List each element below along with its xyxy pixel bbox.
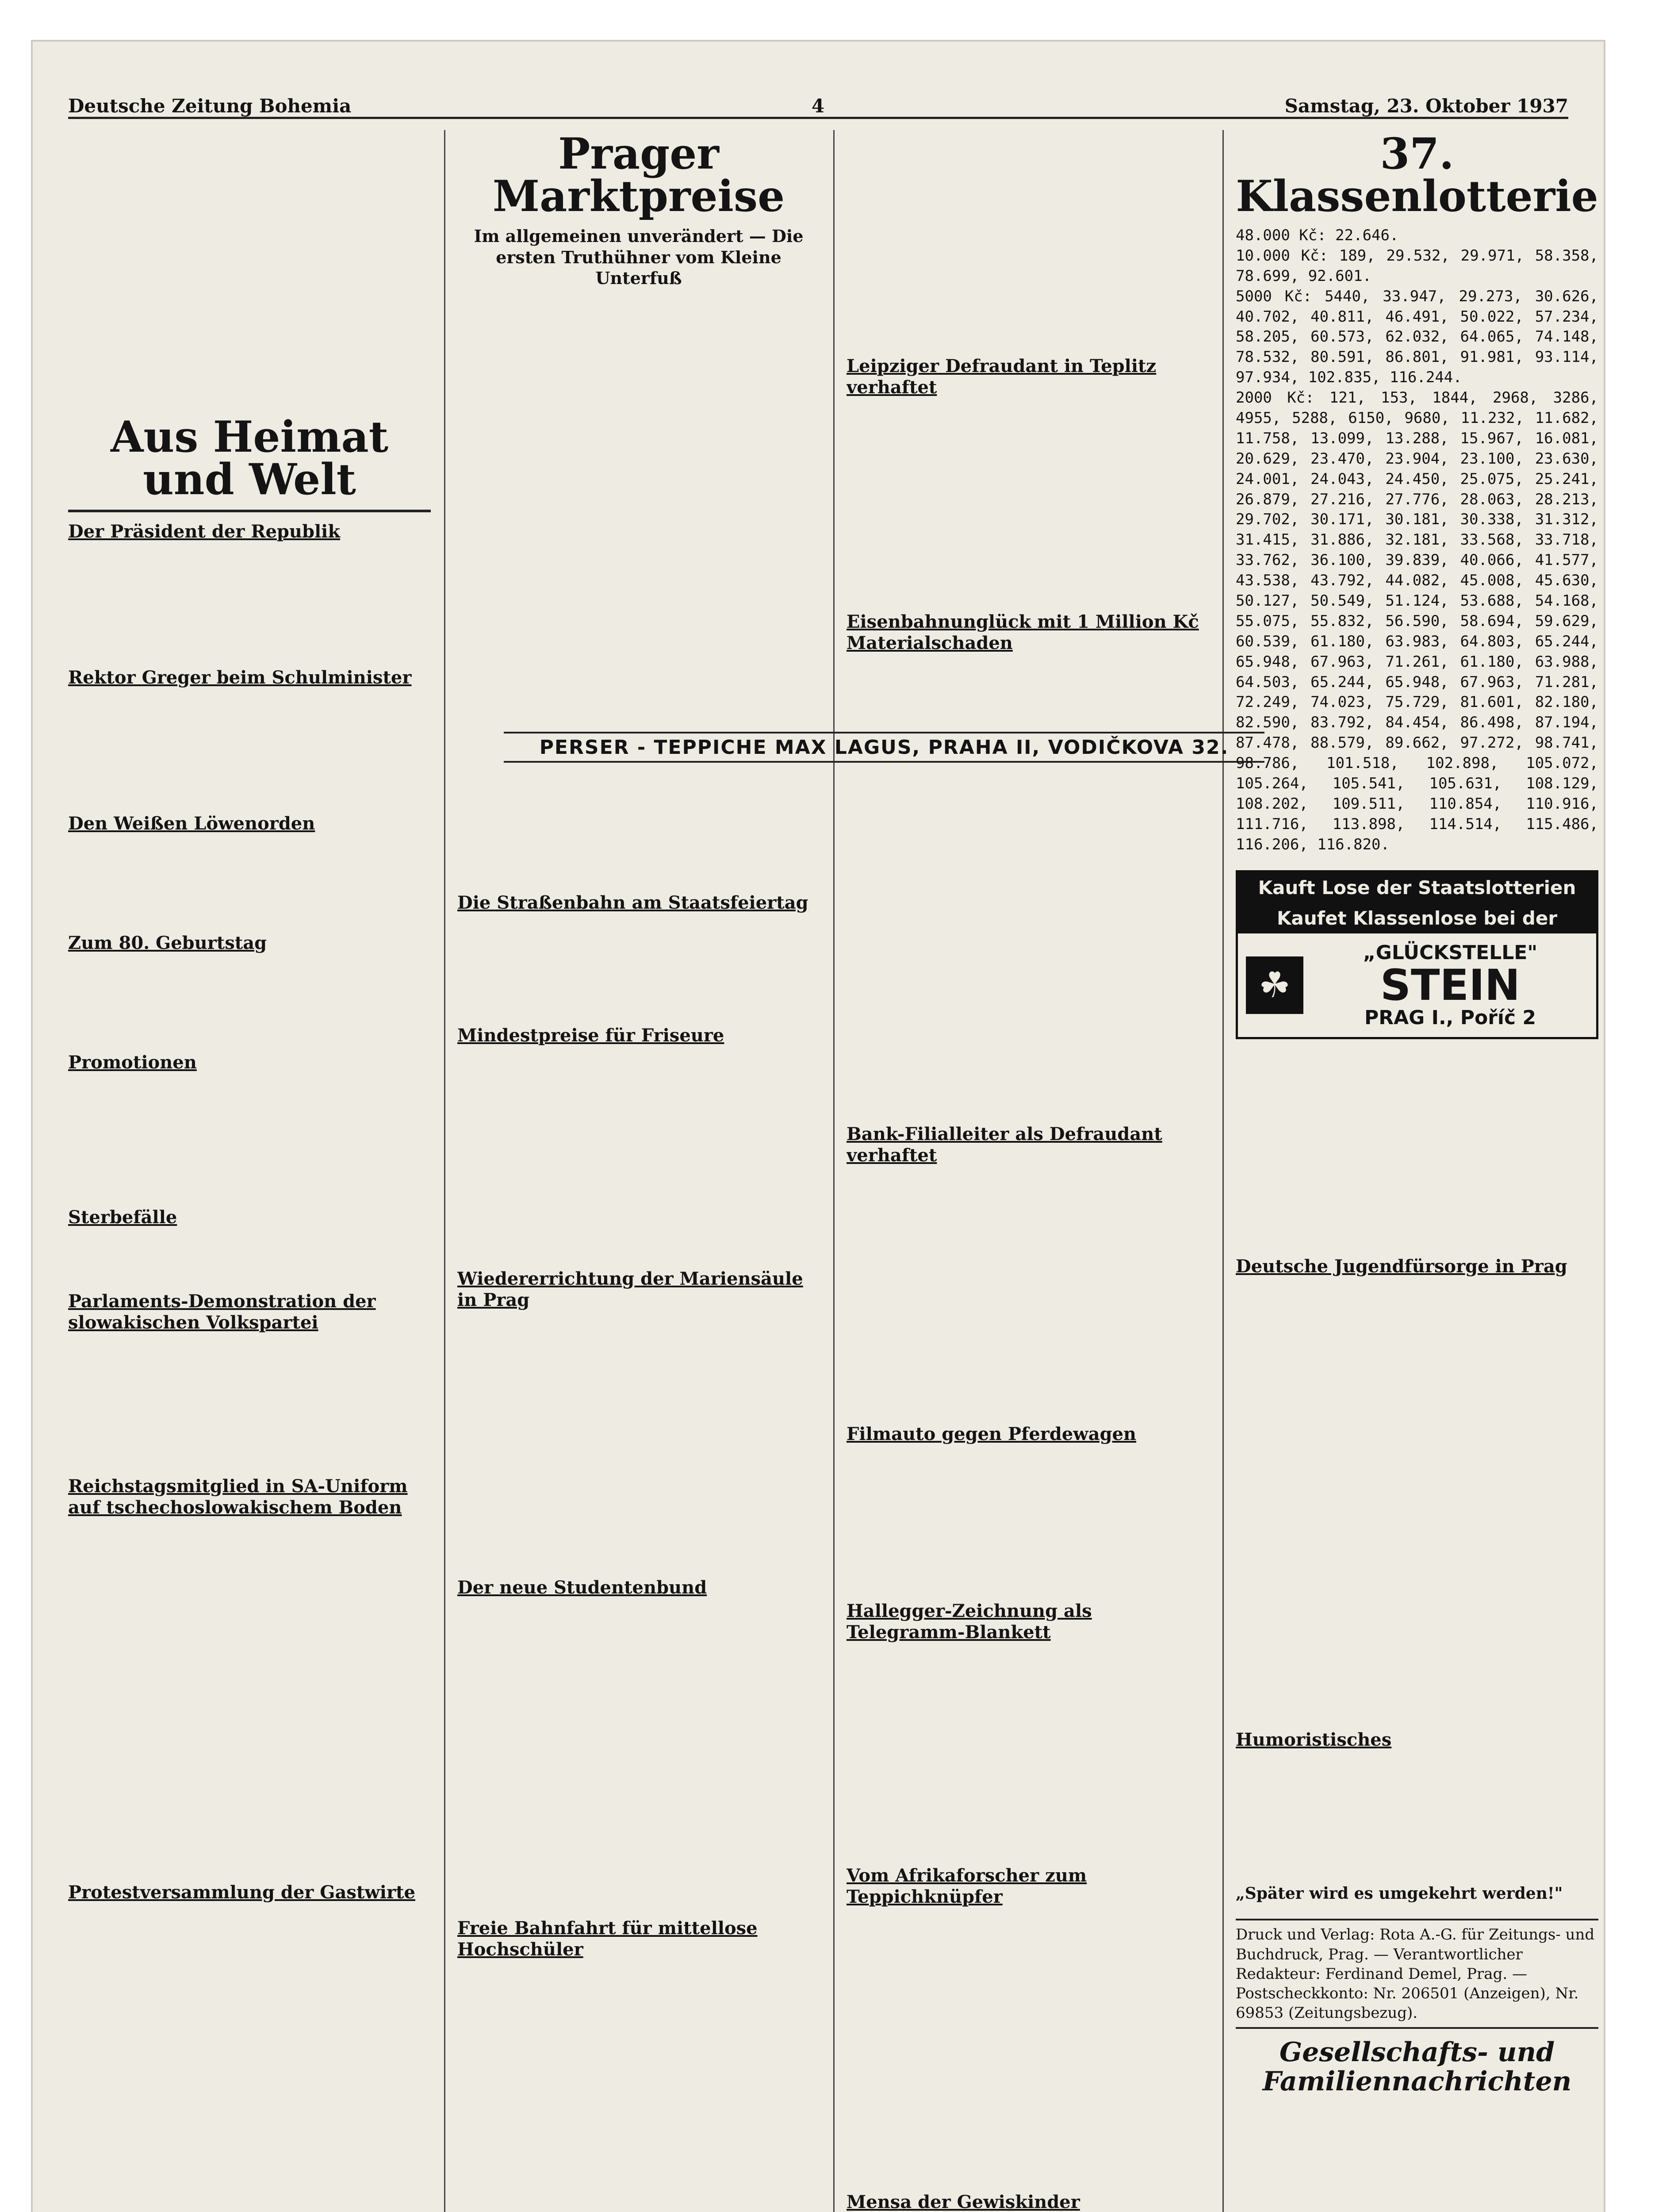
prize-line: 48.000 Kč: 22.646.: [1236, 227, 1399, 244]
column-4: [1236, 130, 1598, 2212]
headline: Sterbefälle: [68, 1207, 177, 1228]
spacer: [457, 304, 820, 888]
section-col2-news: [457, 892, 820, 1960]
headline: Hallegger-Zeichnung als Telegramm-Blankett: [847, 1601, 1092, 1643]
section-heimat-welt: [68, 412, 431, 1903]
headline: Parlaments-Demonstration der slowakischen Volkspartei: [68, 1291, 376, 1333]
headline: Bank-Filialleiter als Defraudant verhaftet: [847, 1124, 1162, 1166]
headline: Promotionen: [68, 1052, 197, 1073]
spacer: [457, 919, 820, 1021]
newspaper-page: [31, 40, 1605, 2212]
headline: Den Weißen Löwenorden: [68, 813, 315, 834]
section-lotterie: [1236, 130, 1598, 855]
headline: Eisenbahnunglück mit 1 Million Kč Materialschaden: [847, 611, 1199, 653]
ad-header: Kaufet Klassenlose bei der: [1238, 903, 1596, 933]
headline: Der neue Studentenbund: [457, 1577, 707, 1598]
spacer: [1236, 1048, 1598, 1252]
headline: Rektor Greger beim Schulminister: [68, 667, 412, 688]
spacer: [68, 1233, 431, 1286]
headline: Wiedererrichtung der Mariensäule in Prag: [457, 1268, 803, 1310]
spacer: [1236, 1283, 1598, 1725]
column-rule: [444, 130, 445, 2212]
divider: [68, 510, 431, 512]
headline: Humoristisches: [1236, 1729, 1392, 1750]
headline: Protestversammlung der Gastwirte: [68, 1882, 415, 1903]
family-news-title: Gesellschafts- und Familiennachrichten: [1262, 2037, 1572, 2097]
spacer: [847, 1450, 1209, 1596]
spacer: [68, 959, 431, 1048]
spacer: [847, 130, 1209, 351]
headline: Leipziger Defraudant in Teplitz verhaftet: [847, 356, 1157, 398]
column-rule: [833, 130, 835, 2212]
ad-subheader: „GLÜCKSTELLE": [1363, 941, 1538, 964]
column-3: [847, 130, 1209, 2212]
section-title: Aus Heimat und Welt: [110, 412, 389, 504]
article-title: Prager Marktpreise: [492, 130, 785, 221]
quote: „Später wird es umgekehrt werden!": [1236, 1884, 1563, 1903]
article-title: 37. Klassenlotterie: [1236, 130, 1598, 221]
ad-address: PRAG I., Poříč 2: [1364, 1006, 1536, 1029]
masthead: Deutsche Zeitung Bohemia: [68, 95, 352, 117]
headline: Mensa der Gewiskinder: [847, 2192, 1080, 2212]
ad-body: [1238, 933, 1596, 1037]
spacer: [847, 1648, 1209, 1861]
headline: Der Präsident der Republik: [68, 521, 341, 542]
spacer: [68, 1079, 431, 1202]
article-subtitle: Im allgemeinen unverändert — Die ersten Truthühner vom Kleine Unterfuß: [474, 226, 804, 288]
spacer: [847, 659, 1209, 1119]
spacer: [457, 1604, 820, 1913]
prize-line: 10.000 Kč: 189, 29.532, 29.971, 58.358, 78.699, 92.601.: [1236, 246, 1598, 285]
spacer: [847, 403, 1209, 607]
spacer: [68, 1339, 431, 1471]
headline: Filmauto gegen Pferdewagen: [847, 1424, 1137, 1444]
spacer: [68, 840, 431, 928]
spacer: [457, 1052, 820, 1264]
spacer: [847, 1913, 1209, 2187]
column-1: [68, 130, 431, 2212]
spacer: [457, 1316, 820, 1573]
column-rule: [1222, 130, 1224, 2212]
four-leaf-clover-icon: ☘: [1246, 956, 1303, 1014]
headline: Reichstagsmitglied in SA-Uniform auf tschechoslowakischem Boden: [68, 1476, 408, 1518]
headline: Mindestpreise für Friseure: [457, 1025, 724, 1046]
spacer: [68, 1524, 431, 1878]
headline: Deutsche Jugendfürsorge in Prag: [1236, 1256, 1567, 1277]
section-col3-news: [847, 356, 1209, 2212]
lottery-numbers: [1236, 226, 1598, 855]
headline: Vom Afrikaforscher zum Teppichknüpfer: [847, 1865, 1087, 1907]
headline: Freie Bahnfahrt für mittellose Hochschüler: [457, 1917, 758, 1960]
ad-name: STEIN: [1380, 960, 1521, 1010]
spacer: [847, 1171, 1209, 1419]
headline: Zum 80. Geburtstag: [68, 933, 267, 953]
lottery-advertisement: [1236, 870, 1598, 1039]
issue-date: Samstag, 23. Oktober 1937: [1284, 95, 1568, 117]
section-marktpreise: [457, 130, 820, 289]
spacer: [68, 130, 431, 413]
column-2: [457, 130, 820, 2212]
prize-line: 2000 Kč: 121, 153, 1844, 2968, 3286, 4955, 5288, 6150, 9680, 11.232, 11.682, 11.758, 13.099, 13.288, 15.967, 16.081, 20.629, 23.470, 23.904, 23.100, 23.630, 24.001, 24.043, 24.450, 25.075, 25.241, 26.879, 27.216, 27.776, 28.063, 28.213, 29.702, 30.171, 30.181, 30.338, 31.312, 31.415, 31.886, 32.181, 33.568, 33.718, 33.762, 36.100, 39.839, 40.066, 41.577, 43.538, 43.792, 44.082, 45.008, 45.630, 50.127, 50.549, 51.124, 53.688, 54.168, 55.075, 55.832, 56.590, 58.694, 59.629, 60.539, 61.180, 63.983, 64.803, 65.244, 65.948, 67.963, 71.261, 61.180, 63.988, 64.503, 65.244, 65.948, 67.963, 71.281, 72.249, 74.023, 75.729, 81.601, 82.180, 82.590, 83.792, 84.454, 86.498, 87.194, 87.478, 88.579, 89.662, 97.272, 98.741, 98.786, 101.518, 102.898, 105.072, 105.264, 105.541, 105.631, 108.129, 108.202, 109.511, 110.854, 110.916, 111.716, 113.898, 114.514, 115.486, 116.206, 116.820.: [1236, 389, 1598, 853]
section-col4-news: [1236, 1256, 1598, 1904]
headline: Die Straßenbahn am Staatsfeiertag: [457, 892, 808, 913]
ad-text: [1312, 941, 1588, 1029]
prize-line: 5000 Kč: 5440, 33.947, 29.273, 30.626, 40.702, 40.811, 46.491, 50.022, 57.234, 58.205, 60.573, 62.032, 64.065, 74.148, 78.532, 80.591, 86.801, 91.981, 93.114, 97.934, 102.835, 116.244.: [1236, 287, 1598, 387]
page-header: [68, 77, 1568, 119]
imprint: Druck und Verlag: Rota A.-G. für Zeitungs- und Buchdruck, Prag. — Verantwortlicher Redakteur: Ferdinand Demel, Prag. — Postscheckkonto: Nr. 206501 (Anzeigen), Nr. 69853 (Zeitungsbezug).: [1236, 1919, 1598, 2029]
ad-top-line: Kauft Lose der Staatslotterien: [1238, 872, 1596, 903]
spacer: [68, 694, 431, 809]
carpet-ad-strip: PERSER - TEPPICHE MAX LAGUS, PRAHA II, VODIČKOVA 32.: [504, 732, 1264, 763]
spacer: [68, 548, 431, 663]
page-number: 4: [811, 95, 825, 117]
